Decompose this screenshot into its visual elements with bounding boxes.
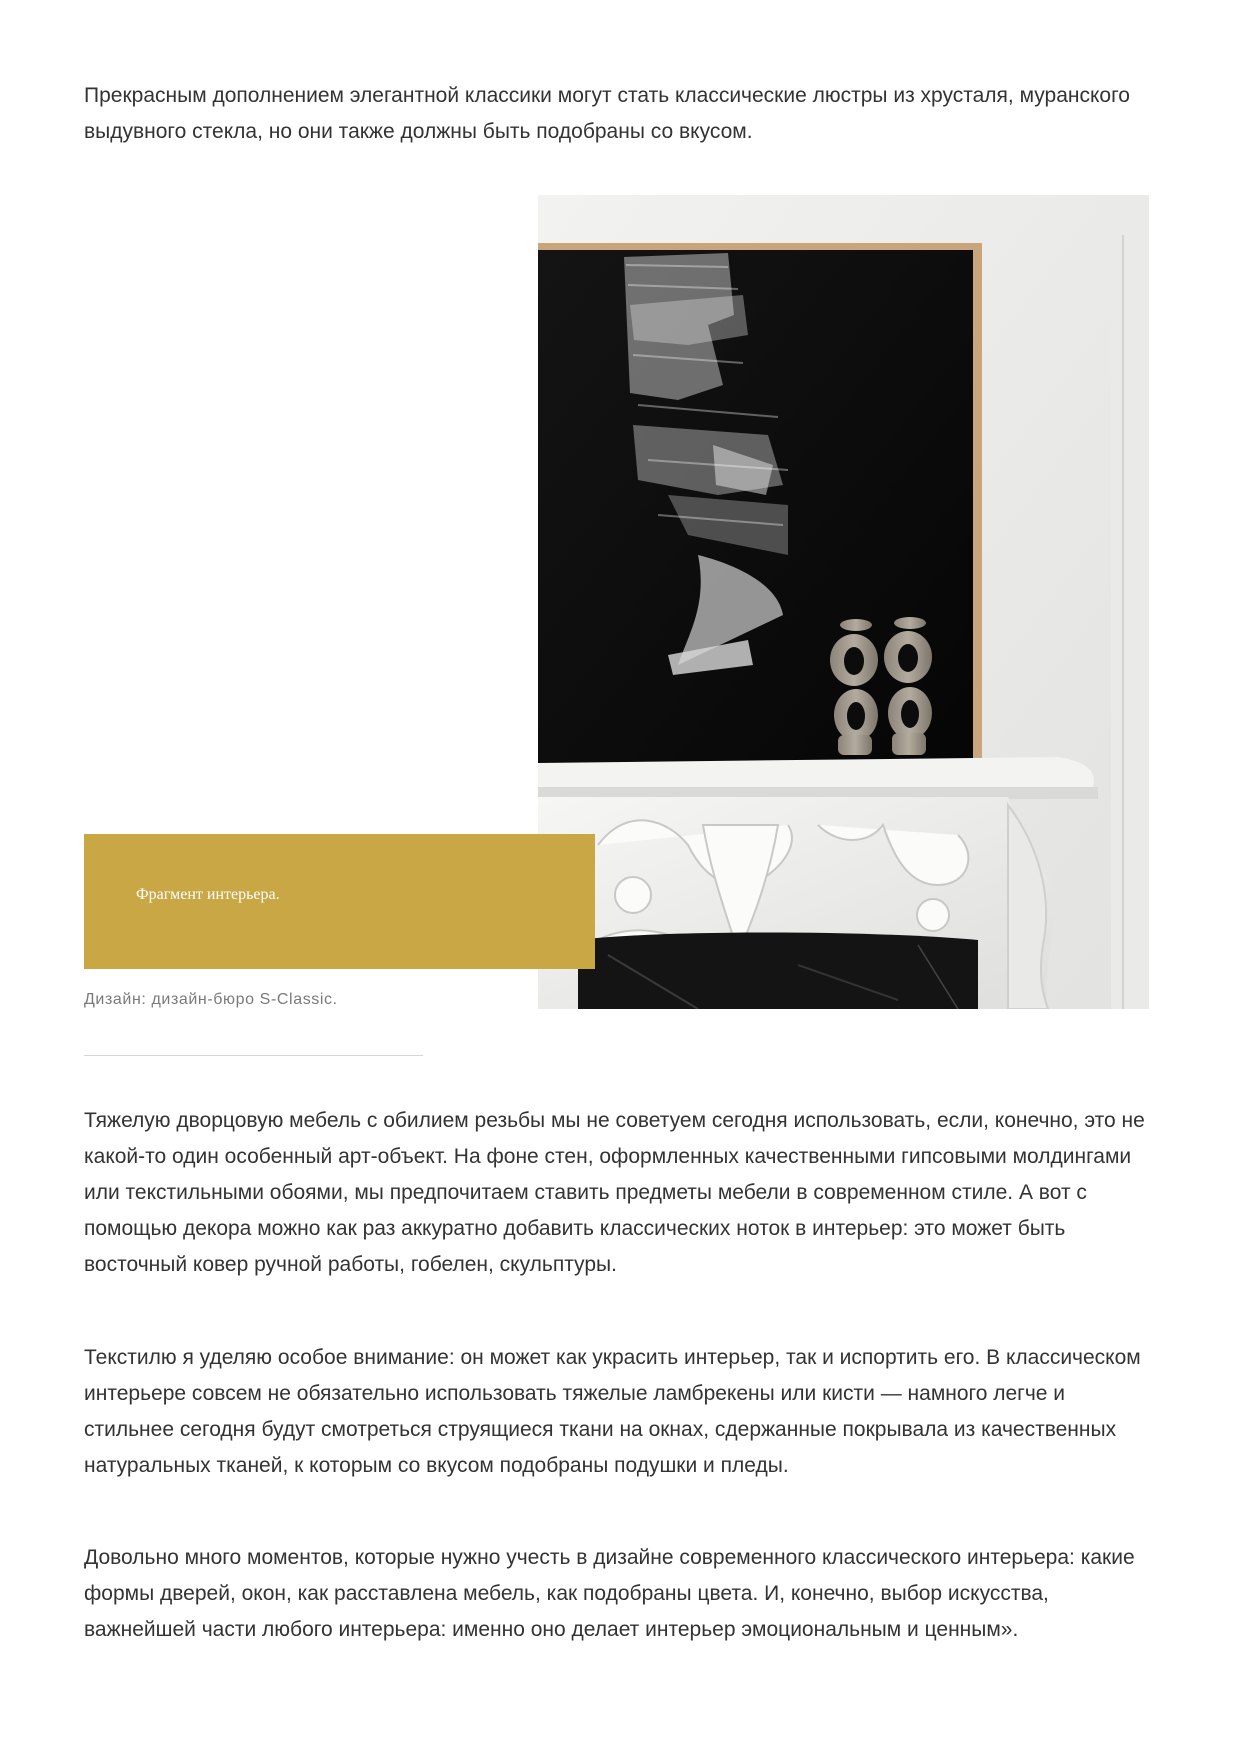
figure-credit: Дизайн: дизайн-бюро S-Classic. <box>84 991 338 1008</box>
figure-caption: Фрагмент интерьера. <box>136 886 280 903</box>
caption-box <box>84 834 595 969</box>
intro-paragraph: Прекрасным дополнением элегантной классики могут стать классические люстры из хрусталя, муранского выдувного стекла, но они также должны быть подобраны со вкусом. <box>84 84 1130 143</box>
divider <box>84 1055 423 1056</box>
body-paragraph-3: Довольно много моментов, которые нужно учесть в дизайне современного классического интерьера: какие формы дверей, окон, как расставлена мебель, как подобраны цвета. И, конечно, выбор искусства, важнейшей части любого интерьера: именно оно делает интерьер эмоциональным и ценным». <box>84 1546 1135 1641</box>
body-paragraph-2: Текстилю я уделяю особое внимание: он может как украсить интерьер, так и испортить его. В классическом интерьере совсем не обязательно использовать тяжелые ламбрекены или кисти — намного легче и стильнее сегодня будут смотреться струящиеся ткани на окнах, сдержанные покрывала из качественных натуральных тканей, к которым со вкусом подобраны подушки и пледы. <box>84 1346 1141 1477</box>
interior-photo <box>538 195 1149 1009</box>
body-paragraph-1: Тяжелую дворцовую мебель с обилием резьбы мы не советуем сегодня использовать, если, конечно, это не какой-то один особенный арт-объект. На фоне стен, оформленных качественными гипсовыми молдингами или текстильными обоями, мы предпочитаем ставить предметы мебели в современном стиле. А вот с помощью декора можно как раз аккуратно добавить классических ноток в интерьер: это может быть восточный ковер ручной работы, гобелен, скульптуры. <box>84 1109 1145 1276</box>
